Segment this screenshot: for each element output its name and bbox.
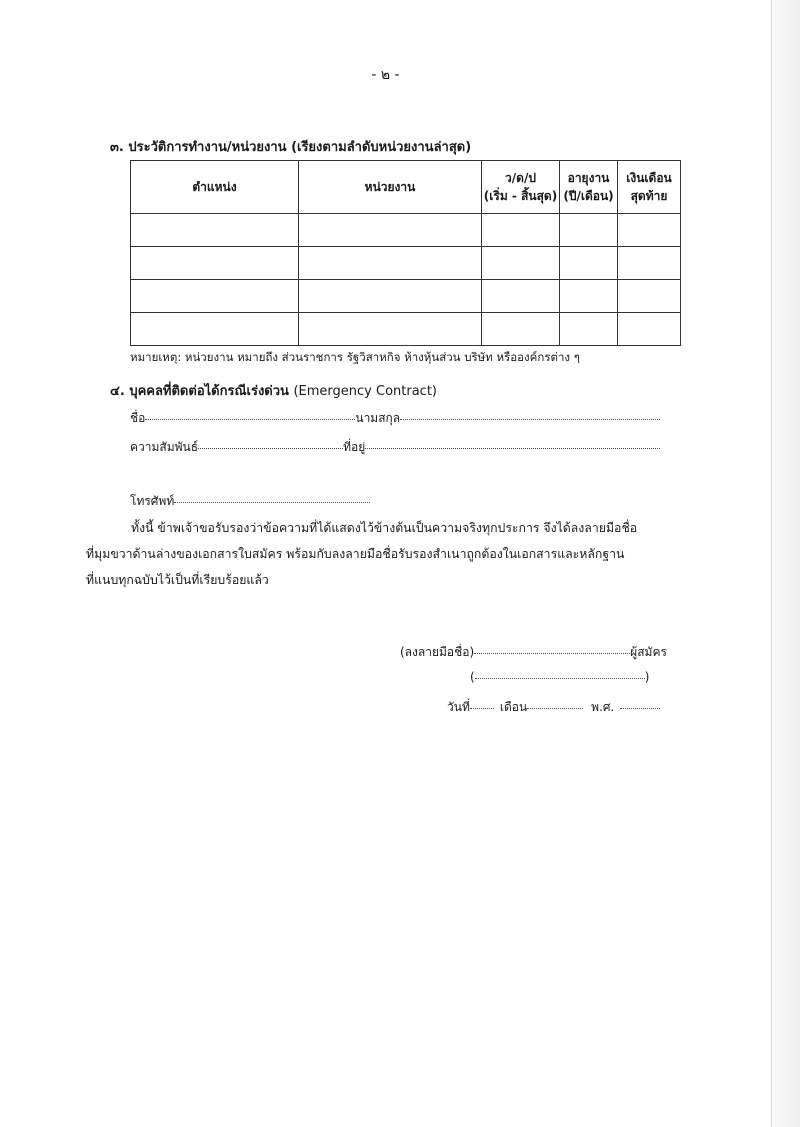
- table-cell[interactable]: [131, 313, 299, 346]
- header-tenure: [560, 161, 618, 214]
- table-row: [131, 313, 681, 346]
- paren-open: (: [470, 670, 475, 684]
- section-3-heading: [110, 136, 471, 157]
- declaration-line-2: ที่มุมขวาด้านล่างของเอกสารใบสมัคร พร้อมกับลงลายมือชื่อรับรองสำเนาถูกต้องในเอกสารและหลักฐาน: [86, 547, 625, 561]
- signature-row: [400, 643, 667, 662]
- header-tenure-line-1: อายุงาน: [567, 171, 610, 185]
- printed-name-field[interactable]: [475, 677, 645, 679]
- declaration-line-1: ทั้งนี้ ข้าพเจ้าขอรับรองว่าข้อความที่ได้แสดงไว้ข้างต้นเป็นความจริงทุกประการ จึงได้ลงลายมือชื่อ: [131, 521, 638, 535]
- page-number: - ๒ -: [371, 67, 400, 83]
- header-organization: [299, 161, 482, 214]
- table-cell[interactable]: [482, 313, 560, 346]
- header-salary-line-2: สุดท้าย: [630, 189, 668, 203]
- signature-field[interactable]: [474, 652, 630, 654]
- applicant-label: ผู้สมัคร: [630, 645, 667, 659]
- header-tenure-line-2: (ปี/เดือน): [563, 189, 614, 203]
- sign-label: (ลงลายมือชื่อ): [400, 645, 475, 659]
- contact-surname-label: นามสกุล: [355, 411, 401, 425]
- paren-close: ): [644, 670, 650, 684]
- table-cell[interactable]: [618, 214, 681, 247]
- contact-surname-field[interactable]: [400, 418, 660, 420]
- table-row: [131, 247, 681, 280]
- table-cell[interactable]: [482, 214, 560, 247]
- contact-address-field[interactable]: [365, 447, 660, 449]
- section-3-subtitle: (เรียงตามลำดับหน่วยงานล่าสุด): [291, 140, 472, 155]
- section-4-title: บุคคลที่ติดต่อได้กรณีเร่งด่วน: [129, 384, 289, 399]
- table-cell[interactable]: [482, 280, 560, 313]
- contact-phone-label: โทรศัพท์: [130, 494, 175, 508]
- day-field[interactable]: [470, 707, 494, 709]
- section-3-title: ประวัติการทำงาน/หน่วยงาน: [128, 140, 287, 155]
- table-cell[interactable]: [560, 214, 618, 247]
- header-date-line-1: ว/ด/ป: [505, 171, 536, 185]
- table-cell[interactable]: [131, 214, 299, 247]
- header-date: [482, 161, 560, 214]
- contact-phone-field[interactable]: [174, 501, 370, 503]
- table-cell[interactable]: [618, 313, 681, 346]
- header-date-line-2: (เริ่ม - สิ้นสุด): [483, 189, 558, 203]
- table-cell[interactable]: [560, 313, 618, 346]
- section-4-subtitle: (Emergency Contract): [293, 384, 437, 399]
- table-cell[interactable]: [131, 247, 299, 280]
- header-position: [131, 161, 299, 214]
- contact-phone-row: [130, 492, 370, 511]
- table-row: [131, 214, 681, 247]
- page-edge-shadow: [771, 0, 800, 1127]
- contact-name-label: ชื่อ: [130, 411, 146, 425]
- year-label: พ.ศ.: [591, 700, 615, 714]
- contact-address-label: ที่อยู่: [343, 440, 366, 454]
- table-cell[interactable]: [560, 280, 618, 313]
- header-organization-line: หน่วยงาน: [364, 180, 416, 194]
- printed-name-row: [470, 670, 649, 684]
- table-note: หมายเหตุ: หน่วยงาน หมายถึง ส่วนราชการ รัฐวิสาหกิจ ห้างหุ้นส่วน บริษัท หรือองค์กรต่าง ๆ: [130, 350, 580, 364]
- date-row: [447, 698, 660, 717]
- table-cell[interactable]: [131, 280, 299, 313]
- declaration-line-3: ที่แนบทุกฉบับไว้เป็นที่เรียบร้อยแล้ว: [86, 573, 269, 587]
- table-cell[interactable]: [482, 247, 560, 280]
- section-4-heading: [110, 380, 437, 401]
- table-cell[interactable]: [299, 280, 482, 313]
- month-label: เดือน: [499, 700, 528, 714]
- contact-name-field[interactable]: [145, 418, 355, 420]
- section-4-number: ๔.: [110, 384, 125, 399]
- table-cell[interactable]: [299, 214, 482, 247]
- contact-address-line-2: [130, 465, 660, 467]
- table-cell[interactable]: [618, 247, 681, 280]
- day-label: วันที่: [447, 700, 470, 714]
- header-salary-line-1: เงินเดือน: [626, 171, 672, 185]
- section-3-number: ๓.: [110, 140, 124, 155]
- work-history-table: [130, 160, 681, 346]
- contact-relationship-row: [130, 438, 660, 457]
- year-field[interactable]: [620, 707, 660, 709]
- table-cell[interactable]: [299, 247, 482, 280]
- contact-relationship-label: ความสัมพันธ์: [130, 440, 199, 454]
- table-cell[interactable]: [299, 313, 482, 346]
- declaration-paragraph: [86, 515, 686, 593]
- table-cell[interactable]: [560, 247, 618, 280]
- month-field[interactable]: [527, 707, 583, 709]
- table-cell[interactable]: [618, 280, 681, 313]
- table-row: [131, 280, 681, 313]
- contact-name-row: [130, 409, 660, 428]
- header-position-line: ตำแหน่ง: [192, 180, 237, 194]
- header-last-salary: [618, 161, 681, 214]
- table-header-row: [131, 161, 681, 214]
- contact-relationship-field[interactable]: [198, 447, 343, 449]
